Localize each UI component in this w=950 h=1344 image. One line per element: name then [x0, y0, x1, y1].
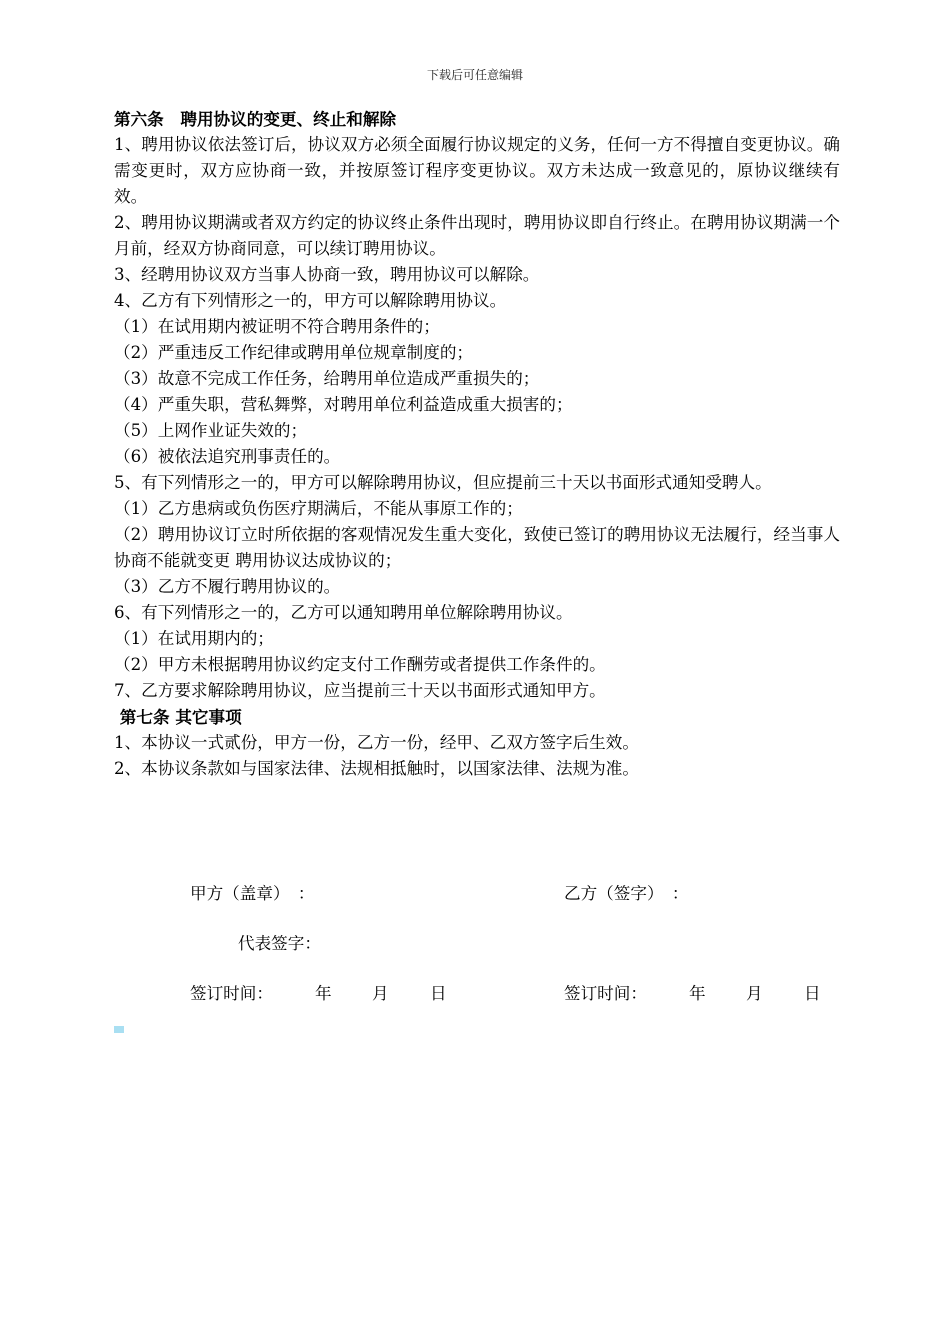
party-b-day-label: 日 — [804, 984, 821, 1003]
clause-6-4-5: （5）上网作业证失效的； — [114, 421, 308, 440]
clause-6-5-3: （3）乙方不履行聘用协议的。 — [114, 577, 341, 596]
party-a-month-label: 月 — [372, 984, 389, 1003]
page-header: 下载后可任意编辑 — [426, 68, 523, 82]
clause-6-4-2: （2）严重违反工作纪律或聘用单位规章制度的； — [114, 343, 474, 362]
clause-6-5-1: （1）乙方患病或负伤医疗期满后，不能从事原工作的； — [114, 499, 523, 518]
party-b-year-label: 年 — [689, 984, 706, 1003]
clause-6-6: 6、有下列情形之一的，乙方可以通知聘用单位解除聘用协议。 — [114, 603, 573, 622]
party-a-date-label: 签订时间： — [190, 984, 273, 1003]
party-b-signature-label: 乙方（签字） ： — [564, 884, 689, 903]
clause-6-7: 7、乙方要求解除聘用协议，应当提前三十天以书面形式通知甲方。 — [114, 681, 606, 700]
cursor-marker — [114, 1026, 124, 1033]
party-a-seal-label: 甲方（盖章） ： — [190, 884, 315, 903]
clause-6-4: 4、乙方有下列情形之一的，甲方可以解除聘用协议。 — [114, 291, 507, 310]
clause-6-6-2: （2）甲方未根据聘用协议约定支付工作酬劳或者提供工作条件的。 — [114, 655, 606, 674]
clause-6-3: 3、经聘用协议双方当事人协商一致，聘用协议可以解除。 — [114, 265, 540, 284]
clause-6-5-2: （2）聘用协议订立时所依据的客观情况发生重大变化，致使已签订的聘用协议无法履行，经当事人协商不能就变更 聘用协议达成协议的； — [114, 525, 840, 570]
clause-6-6-1: （1）在试用期内的； — [114, 629, 274, 648]
clause-6-4-6: （6）被依法追究刑事责任的。 — [114, 447, 341, 466]
clause-6-4-4: （4）严重失职，营私舞弊，对聘用单位利益造成重大损害的； — [114, 395, 573, 414]
party-a-day-label: 日 — [430, 984, 447, 1003]
representative-signature-label: 代表签字： — [238, 934, 321, 953]
party-b-date-label: 签订时间： — [564, 984, 647, 1003]
party-a-year-label: 年 — [315, 984, 332, 1003]
party-b-month-label: 月 — [746, 984, 763, 1003]
document-body — [114, 106, 840, 782]
section7-title: 第七条 其它事项 — [114, 707, 242, 727]
clause-6-5: 5、有下列情形之一的，甲方可以解除聘用协议，但应提前三十天以书面形式通知受聘人。 — [114, 473, 772, 492]
clause-6-1: 1、聘用协议依法签订后，协议双方必须全面履行协议规定的义务，任何一方不得擅自变更协议。确需变更时，双方应协商一致，并按原签订程序变更协议。双方未达成一致意见的，原协议继续有效。 — [114, 135, 840, 206]
clause-6-4-1: （1）在试用期内被证明不符合聘用条件的； — [114, 317, 440, 336]
clause-6-2: 2、聘用协议期满或者双方约定的协议终止条件出现时，聘用协议即自行终止。在聘用协议期满一个月前，经双方协商同意，可以续订聘用协议。 — [114, 213, 840, 258]
section6-title: 第六条 聘用协议的变更、终止和解除 — [114, 109, 397, 129]
clause-7-1: 1、本协议一式贰份，甲方一份，乙方一份，经甲、乙双方签字后生效。 — [114, 733, 639, 752]
clause-7-2: 2、本协议条款如与国家法律、法规相抵触时，以国家法律、法规为准。 — [114, 759, 639, 778]
clause-6-4-3: （3）故意不完成工作任务，给聘用单位造成严重损失的； — [114, 369, 540, 388]
